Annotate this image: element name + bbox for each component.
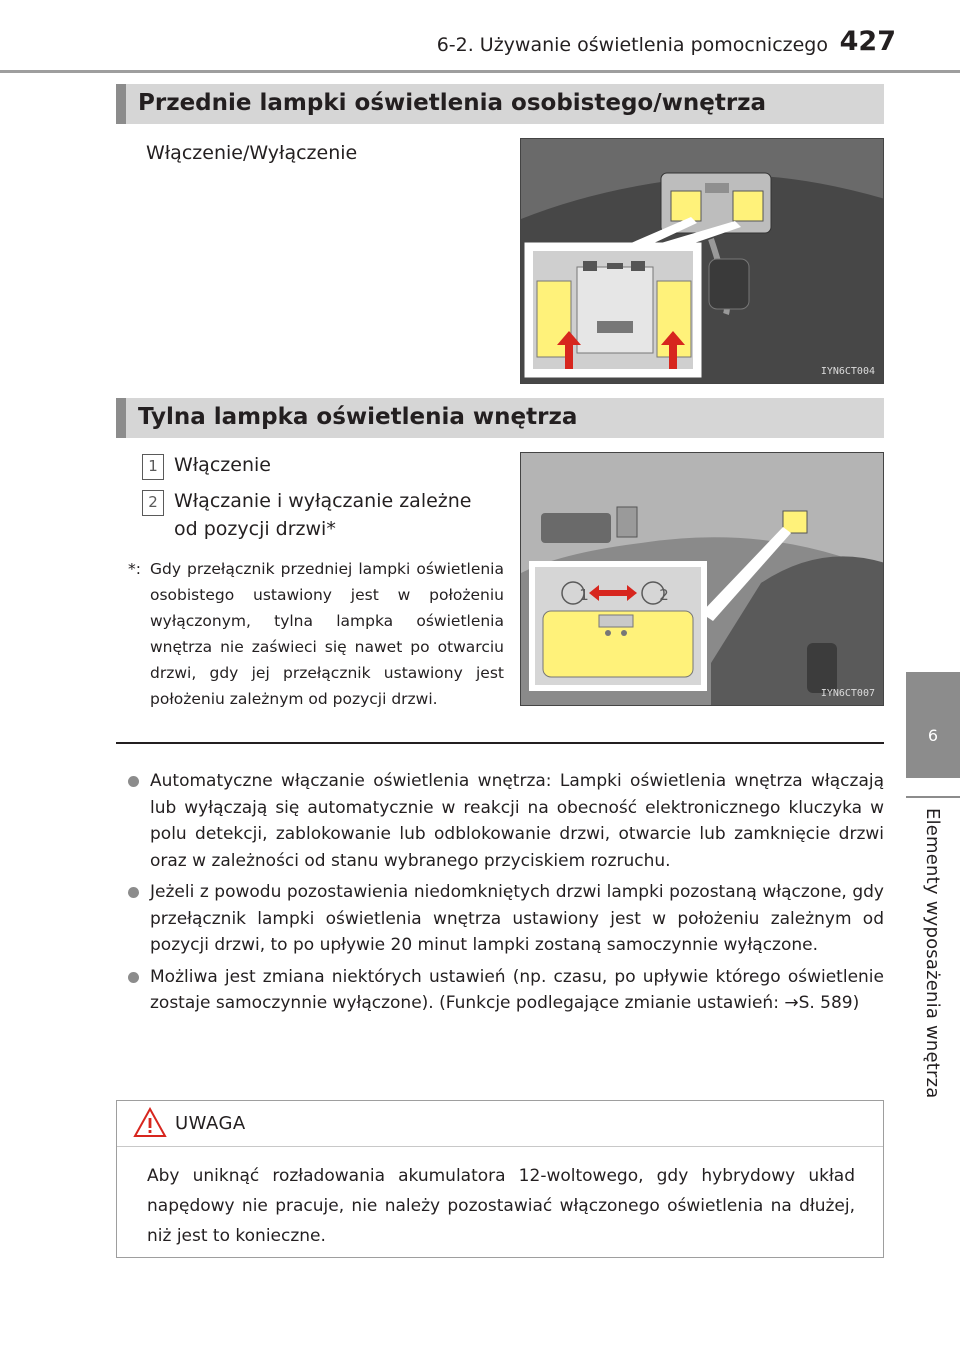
note-text: Możliwa jest zmiana niektórych ustawień (np. czasu, po upływie którego oświetlenie zostaje samoczynnie wyłączone). (Funkcje podlegające zmianie ustawień: →S. 589): [150, 966, 884, 1013]
front-lamp-figure: [520, 138, 884, 384]
step-number-badge: 2: [142, 490, 164, 516]
section-heading-rear-lamp: [116, 398, 884, 438]
footnote-mark: *:: [128, 560, 141, 578]
front-lamp-on-off-text: Włączenie/Wyłączenie: [146, 142, 358, 164]
section-heading-edge: [116, 84, 126, 124]
figure-code: IYN6CT007: [820, 688, 875, 699]
header-rule: [0, 70, 960, 73]
rear-lamp-illustration: [521, 453, 884, 706]
figure-label-1: 1: [579, 586, 589, 604]
front-lamp-illustration: [521, 139, 884, 384]
warning-title: UWAGA: [175, 1113, 246, 1134]
step-number-badge: 1: [142, 454, 164, 480]
notes-list: [128, 768, 884, 1022]
note-text: Automatyczne włączanie oświetlenia wnętrza: Lampki oświetlenia wnętrza włączają lub wyłączają się automatycznie w reakcji na obecność elektronicznego kluczyka w polu detekcji, zablokowanie lub odblokowanie drzwi, otwarcie lub zamknięcie drzwi oraz w zależności od stanu wybranego przyciskiem rozruchu.: [150, 771, 884, 871]
section-heading-edge: [116, 398, 126, 438]
header-section-title: 6-2. Używanie oświetlenia pomocniczego: [436, 34, 828, 56]
list-item: [128, 964, 884, 1017]
chapter-title: Elementy wyposażenia wnętrza: [922, 808, 943, 1099]
bullet-icon: [128, 972, 139, 983]
warning-triangle-icon: [133, 1107, 167, 1139]
figure-label-2: 2: [659, 586, 669, 604]
rear-lamp-door-label-line2: od pozycji drzwi*: [174, 518, 336, 540]
figure-code: IYN6CT004: [820, 366, 875, 377]
content-divider: [116, 742, 884, 744]
section-heading-front-lamps: [116, 84, 884, 124]
warning-box: [116, 1100, 884, 1258]
warning-text: Aby uniknąć rozładowania akumulatora 12-woltowego, gdy hybrydowy układ napędowy nie pracuje, nie należy pozostawiać włączonego oświetlenia na dłużej, niż jest to konieczne.: [147, 1166, 855, 1246]
page-number: 427: [839, 26, 896, 57]
bullet-icon: [128, 887, 139, 898]
list-item: [128, 768, 884, 874]
rear-lamp-on-label: Włączenie: [174, 454, 271, 476]
bullet-icon: [128, 776, 139, 787]
chapter-tab: [906, 672, 960, 778]
footnote: [128, 556, 504, 712]
rear-lamp-door-label-line1: Włączanie i wyłączanie zależne: [174, 490, 472, 512]
list-item: [128, 879, 884, 959]
footnote-text: Gdy przełącznik przedniej lampki oświetlenia osobistego ustawiony jest w położeniu wyłączonym, tylna lampka oświetlenia wnętrza nie zaświeci się nawet po otwarciu drzwi, gdy jej przełącznik ustawiony jest położeniu zależnym od pozycji drzwi.: [150, 560, 504, 708]
page-header: [0, 26, 960, 66]
rear-lamp-figure: [520, 452, 884, 706]
note-text: Jeżeli z powodu pozostawienia niedomkniętych drzwi lampki pozostaną włączone, gdy przełącznik lampki oświetlenia wnętrza ustawiony jest w położeniu zależnym od pozycji drzwi, to po upływie 20 minut lampki zostaną samoczynnie wyłączone.: [150, 882, 884, 955]
chapter-tab-divider: [906, 796, 960, 798]
section-title: Przednie lampki oświetlenia osobistego/wnętrza: [138, 90, 767, 116]
section-title: Tylna lampka oświetlenia wnętrza: [138, 404, 578, 430]
warning-header: [117, 1101, 883, 1147]
chapter-number: 6: [927, 726, 939, 745]
